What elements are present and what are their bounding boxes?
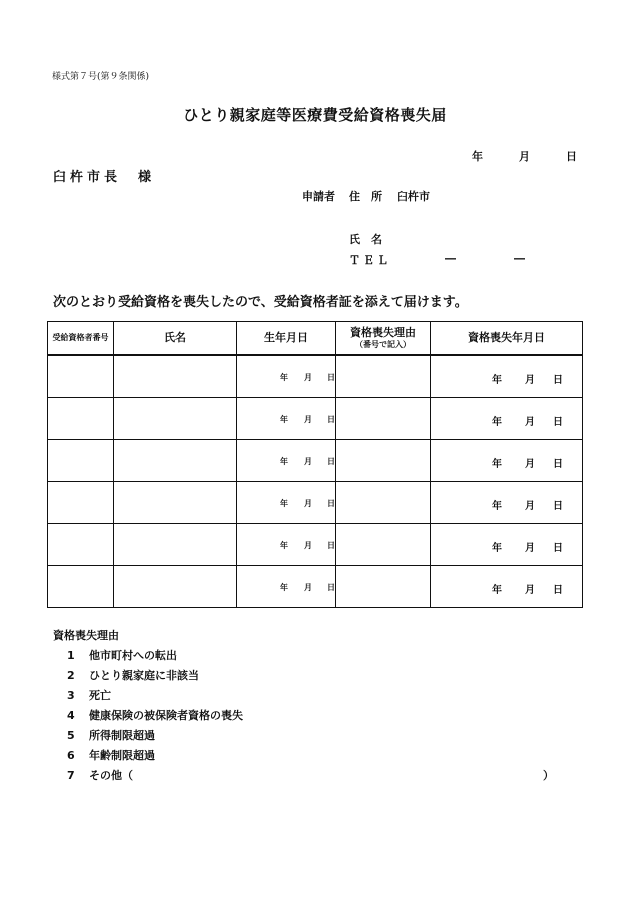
reason-text: 年齢制限超過 [89, 749, 155, 762]
header-loss-date: 資格喪失年月日 [431, 322, 583, 355]
loss-day-unit: 日 [553, 416, 563, 428]
reason-number: 3 [67, 689, 75, 702]
reason-item [67, 767, 133, 783]
reason-cell[interactable] [336, 355, 431, 398]
reason-number: 2 [67, 669, 75, 682]
loss-month-unit: 月 [525, 542, 535, 554]
form-number: 様式第７号(第９条関係) [52, 72, 150, 82]
reason-cell[interactable] [336, 523, 431, 565]
loss-date-cell[interactable] [431, 565, 583, 607]
birth-year-unit: 年 [280, 498, 288, 508]
statement-text: 次のとおり受給資格を喪失したので、受給資格者証を添えて届けます。 [53, 295, 468, 310]
reason-number: 6 [67, 749, 75, 762]
table-row [48, 439, 583, 481]
birth-day-unit: 日 [327, 456, 335, 466]
birth-date-cell[interactable] [237, 439, 336, 481]
recipient-number-cell[interactable] [48, 439, 114, 481]
loss-date-cell[interactable] [431, 355, 583, 398]
reasons-heading: 資格喪失理由 [53, 629, 119, 642]
loss-day-unit: 日 [553, 458, 563, 470]
applicant-label: 申請者 [302, 190, 335, 203]
recipient-number-cell[interactable] [48, 481, 114, 523]
reason-text: ひとり親家庭に非該当 [89, 669, 199, 682]
reason-item [67, 727, 155, 743]
loss-month-unit: 月 [525, 584, 535, 596]
birth-day-unit: 日 [327, 498, 335, 508]
reason-number: 1 [67, 649, 75, 662]
reason-cell[interactable] [336, 397, 431, 439]
reason-text: 所得制限超過 [89, 729, 155, 742]
header-reason-note: （番号で記入） [355, 339, 411, 349]
tel-separator: ― [514, 252, 525, 265]
other-reason-close-paren: ） [543, 769, 554, 782]
records-table [47, 321, 583, 608]
loss-date-cell[interactable] [431, 481, 583, 523]
loss-day-unit: 日 [553, 542, 563, 554]
name-cell[interactable] [114, 397, 237, 439]
birth-day-unit: 日 [327, 540, 335, 550]
date-year-label: 年 [472, 150, 483, 163]
birth-month-unit: 月 [304, 372, 312, 382]
birth-month-unit: 月 [304, 582, 312, 592]
document-title: ひとり親家庭等医療費受給資格喪失届 [183, 106, 447, 124]
reason-item [67, 667, 199, 683]
birth-date-cell[interactable] [237, 481, 336, 523]
address-value[interactable]: 臼杵市 [397, 190, 430, 203]
birth-date-cell[interactable] [237, 397, 336, 439]
tel-separator: ― [445, 252, 456, 265]
loss-month-unit: 月 [525, 500, 535, 512]
name-cell[interactable] [114, 565, 237, 607]
reason-number: 5 [67, 729, 75, 742]
name-cell[interactable] [114, 355, 237, 398]
reason-cell[interactable] [336, 565, 431, 607]
date-month-label: 月 [519, 150, 530, 163]
recipient-number-cell[interactable] [48, 523, 114, 565]
loss-day-unit: 日 [553, 500, 563, 512]
birth-day-unit: 日 [327, 582, 335, 592]
date-day-label: 日 [566, 150, 577, 163]
reason-item [67, 647, 177, 663]
loss-year-unit: 年 [492, 458, 502, 470]
birth-day-unit: 日 [327, 372, 335, 382]
name-cell[interactable] [114, 439, 237, 481]
loss-year-unit: 年 [492, 374, 502, 386]
birth-month-unit: 月 [304, 414, 312, 424]
birth-year-unit: 年 [280, 540, 288, 550]
header-birth-date: 生年月日 [237, 322, 336, 355]
birth-year-unit: 年 [280, 414, 288, 424]
reason-item [67, 707, 243, 723]
birth-year-unit: 年 [280, 456, 288, 466]
loss-date-cell[interactable] [431, 397, 583, 439]
loss-month-unit: 月 [525, 458, 535, 470]
loss-month-unit: 月 [525, 374, 535, 386]
name-cell[interactable] [114, 481, 237, 523]
loss-date-cell[interactable] [431, 439, 583, 481]
table-row [48, 397, 583, 439]
address-label: 住 所 [349, 190, 382, 203]
name-label: 氏 名 [349, 233, 382, 246]
birth-year-unit: 年 [280, 582, 288, 592]
loss-year-unit: 年 [492, 584, 502, 596]
header-recipient-number: 受給資格者番号 [48, 322, 114, 355]
recipient-number-cell[interactable] [48, 397, 114, 439]
birth-date-cell[interactable] [237, 523, 336, 565]
birth-date-cell[interactable] [237, 355, 336, 398]
table-row [48, 481, 583, 523]
addressee: 臼杵市長 様 [53, 170, 156, 185]
reason-item [67, 747, 155, 763]
table-row [48, 565, 583, 607]
reason-number: 7 [67, 769, 75, 782]
loss-date-cell[interactable] [431, 523, 583, 565]
birth-date-cell[interactable] [237, 565, 336, 607]
birth-month-unit: 月 [304, 456, 312, 466]
birth-month-unit: 月 [304, 498, 312, 508]
reason-text: 健康保険の被保険者資格の喪失 [89, 709, 243, 722]
loss-day-unit: 日 [553, 584, 563, 596]
birth-day-unit: 日 [327, 414, 335, 424]
table-header-row [48, 322, 583, 355]
recipient-number-cell[interactable] [48, 565, 114, 607]
loss-year-unit: 年 [492, 542, 502, 554]
loss-day-unit: 日 [553, 374, 563, 386]
reason-cell[interactable] [336, 439, 431, 481]
table-row [48, 355, 583, 398]
loss-year-unit: 年 [492, 416, 502, 428]
loss-month-unit: 月 [525, 416, 535, 428]
header-reason-label: 資格喪失理由 [350, 325, 416, 339]
reason-number: 4 [67, 709, 75, 722]
recipient-number-cell[interactable] [48, 355, 114, 398]
reason-text: その他（ [89, 769, 133, 782]
reason-cell[interactable] [336, 481, 431, 523]
loss-year-unit: 年 [492, 500, 502, 512]
tel-label: ＴＥＬ [349, 254, 391, 267]
birth-month-unit: 月 [304, 540, 312, 550]
birth-year-unit: 年 [280, 372, 288, 382]
reason-text: 死亡 [89, 689, 111, 702]
name-cell[interactable] [114, 523, 237, 565]
table-row [48, 523, 583, 565]
reason-text: 他市町村への転出 [89, 649, 177, 662]
header-name: 氏名 [114, 322, 237, 355]
header-reason [336, 322, 431, 355]
reason-item [67, 687, 111, 703]
